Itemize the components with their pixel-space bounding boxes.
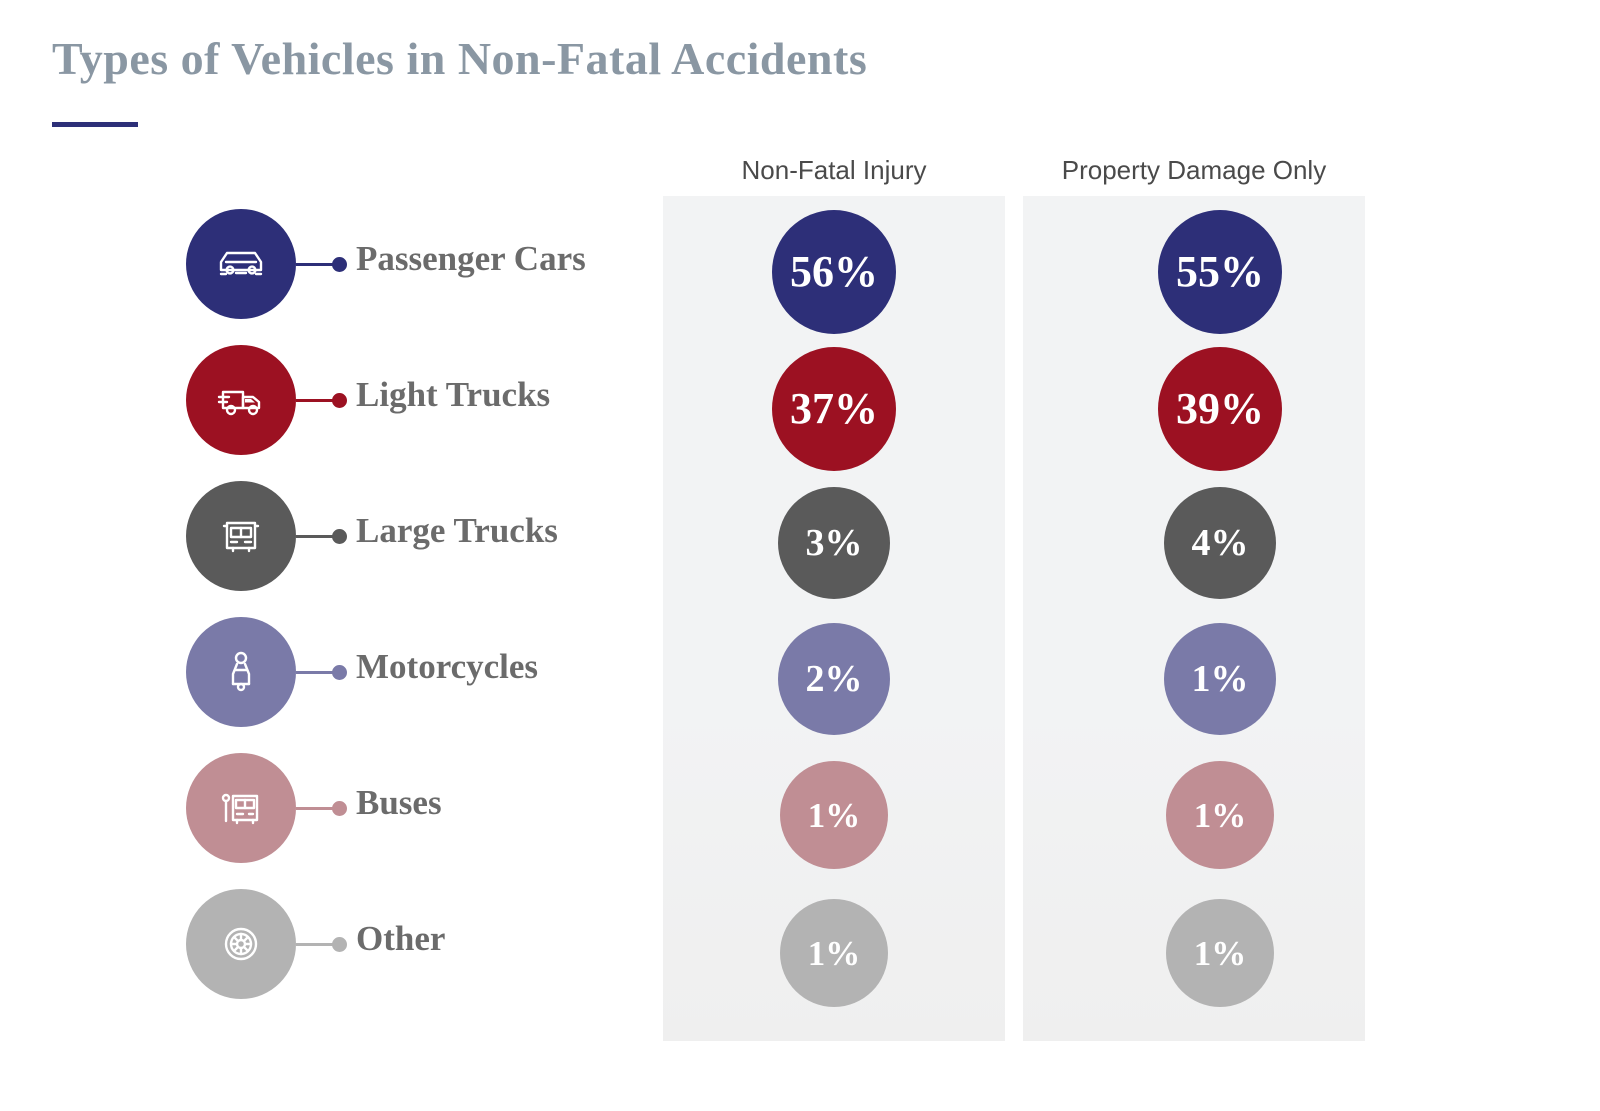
value-label: 1% [807,795,861,835]
page-title: Types of Vehicles in Non-Fatal Accidents [52,33,868,84]
legend-label-motorcycles: Motorcycles [356,647,539,686]
value-label: 1% [807,933,861,973]
value-bubble-non-fatal-light-trucks [772,347,896,471]
pickup-truck-icon [209,368,273,432]
legend-dot-motorcycles [332,665,347,680]
value-label: 1% [1193,795,1247,835]
value-bubble-non-fatal-buses [780,761,888,869]
legend-connector-large-trucks [296,535,336,538]
legend-item-large-trucks[interactable] [186,481,656,617]
semi-truck-icon [209,504,273,568]
legend-item-other[interactable] [186,889,656,1025]
bus-icon [209,776,273,840]
value-label: 2% [805,658,863,700]
title-underline-rule [52,122,138,127]
legend-connector-motorcycles [296,671,336,674]
value-label: 1% [1193,933,1247,973]
legend-item-motorcycles[interactable] [186,617,656,753]
value-bubble-property-damage-large-trucks [1164,487,1276,599]
car-icon [209,232,273,296]
legend-label-buses: Buses [356,783,442,822]
value-bubble-non-fatal-passenger-cars [772,210,896,334]
value-bubble-property-damage-buses [1166,761,1274,869]
legend-label-large-trucks: Large Trucks [356,511,558,550]
legend-connector-other [296,943,336,946]
legend-dot-large-trucks [332,529,347,544]
legend-connector-buses [296,807,336,810]
value-label: 56% [790,247,878,296]
legend-badge-buses [186,753,296,863]
legend-item-passenger-cars[interactable] [186,209,656,345]
legend-dot-light-trucks [332,393,347,408]
value-bubble-non-fatal-other [780,899,888,1007]
legend-badge-light-trucks [186,345,296,455]
value-label: 39% [1176,384,1264,433]
value-label: 37% [790,384,878,433]
legend-dot-other [332,937,347,952]
legend-connector-passenger-cars [296,263,336,266]
legend-label-other: Other [356,919,446,958]
column-header-non-fatal-injury: Non-Fatal Injury [741,155,927,185]
tire-icon [209,912,273,976]
value-label: 55% [1176,247,1264,296]
legend-item-light-trucks[interactable] [186,345,656,481]
legend-dot-passenger-cars [332,257,347,272]
value-bubble-non-fatal-motorcycles [778,623,890,735]
legend-badge-large-trucks [186,481,296,591]
column-header-property-damage: Property Damage Only [1061,155,1327,185]
value-label: 1% [1191,658,1249,700]
value-bubble-property-damage-light-trucks [1158,347,1282,471]
value-bubble-property-damage-other [1166,899,1274,1007]
legend [186,209,656,1025]
value-label: 3% [805,522,863,564]
legend-label-passenger-cars: Passenger Cars [356,239,586,278]
legend-badge-other [186,889,296,999]
value-bubble-property-damage-motorcycles [1164,623,1276,735]
legend-badge-passenger-cars [186,209,296,319]
legend-item-buses[interactable] [186,753,656,889]
value-bubble-property-damage-passenger-cars [1158,210,1282,334]
legend-label-light-trucks: Light Trucks [356,375,551,414]
legend-badge-motorcycles [186,617,296,727]
legend-connector-light-trucks [296,399,336,402]
value-label: 4% [1191,522,1249,564]
value-bubble-non-fatal-large-trucks [778,487,890,599]
scooter-icon [209,640,273,704]
legend-dot-buses [332,801,347,816]
